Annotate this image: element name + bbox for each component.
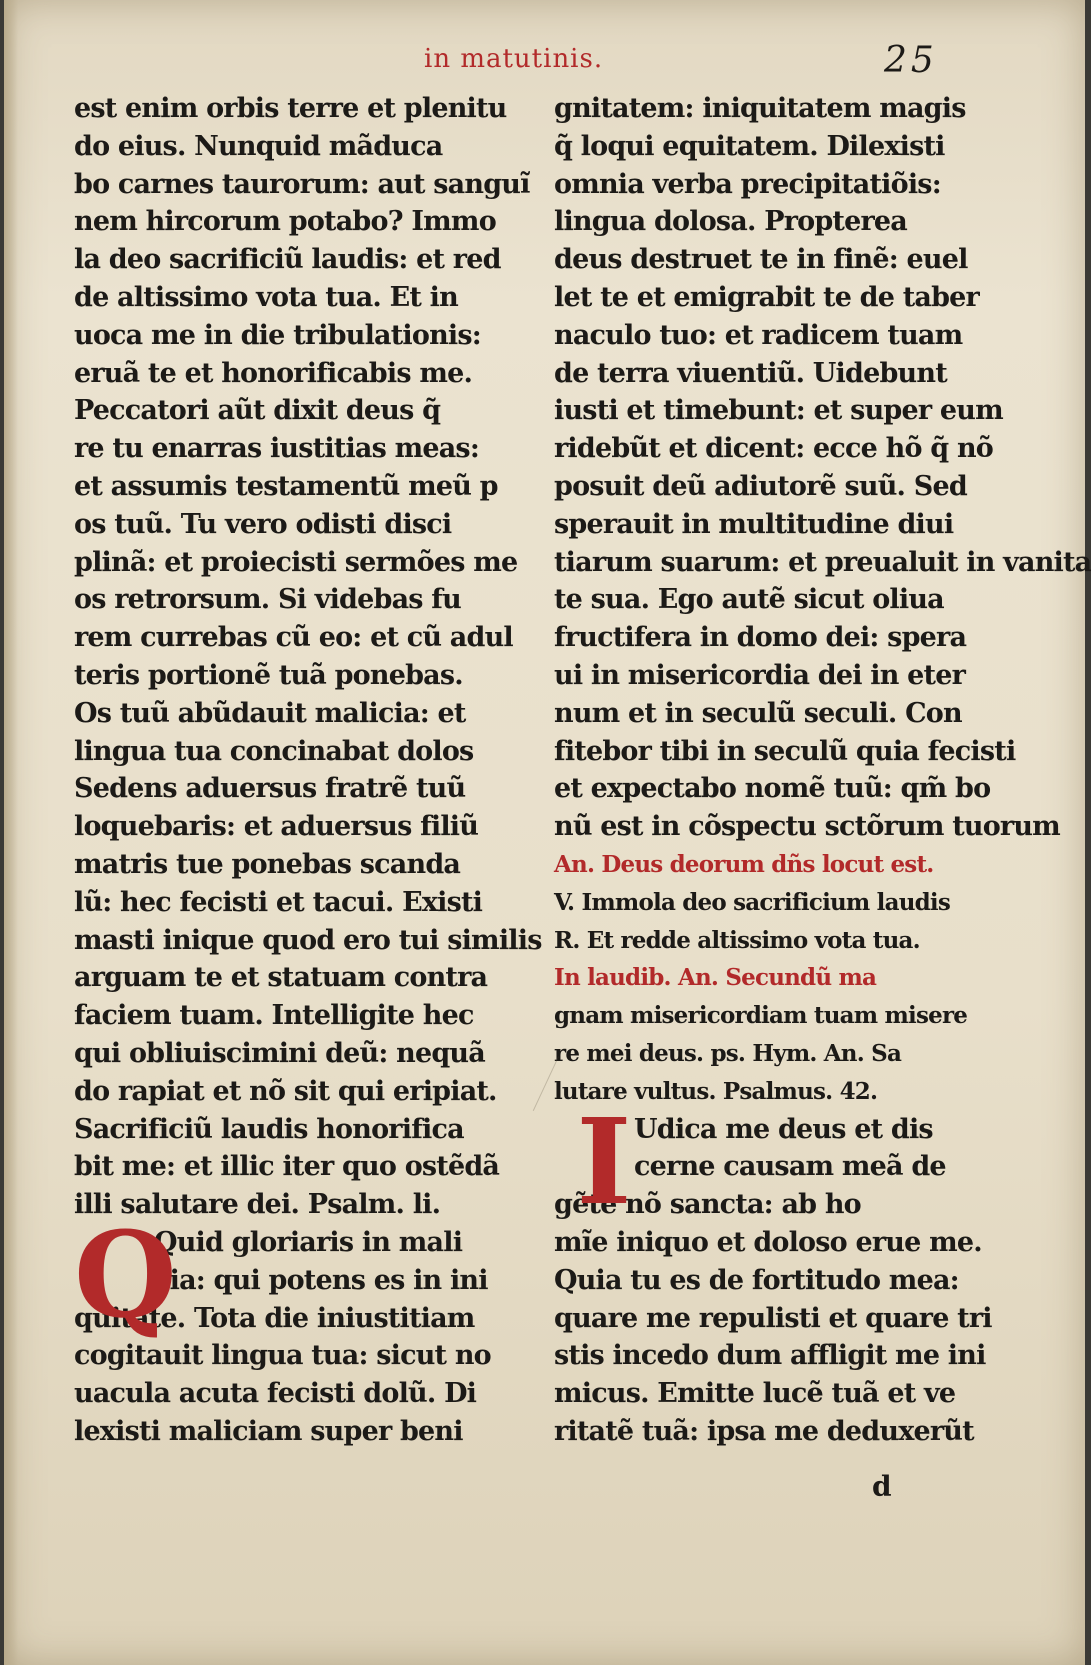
text-line: In laudib. An. Secundũ ma [554, 964, 877, 992]
text-line: lexisti maliciam super beni [74, 1415, 463, 1447]
text-line: bo carnes taurorum: aut sanguĩ [74, 168, 530, 200]
text-line: uacula acuta fecisti dolũ. Di [74, 1378, 477, 1410]
text-line: bit me: et illic iter quo ostẽdã [74, 1151, 500, 1183]
text-line: cerne causam meã de [634, 1151, 946, 1183]
text-line: micus. Emitte lucẽ tuã et ve [554, 1378, 956, 1410]
text-line: posuit deũ adiutorẽ suũ. Sed [554, 470, 967, 502]
text-line: et expectabo nomẽ tuũ: qm̃ bo [554, 773, 991, 805]
text-line: la deo sacrificiũ laudis: et red [74, 244, 501, 276]
text-line: Peccatori aũt dixit deus q̃ [74, 395, 441, 427]
text-line: quitate. Tota die iniustitiam [74, 1302, 475, 1334]
text-line: sperauit in multitudine diui [554, 508, 954, 540]
text-line: stis incedo dum affligit me ini [554, 1340, 986, 1372]
text-line: est enim orbis terre et plenitu [74, 93, 507, 124]
text-line: let te et emigrabit te de taber [554, 281, 979, 313]
running-head: in matutinis. [424, 44, 604, 74]
text-line: lingua tua concinabat dolos [74, 735, 474, 767]
signature-mark: d [872, 1470, 892, 1503]
text-line: Quia tu es de fortitudo mea: [554, 1264, 959, 1296]
folio-number: 25 [884, 40, 938, 81]
text-line: quare me repulisti et quare tri [554, 1302, 992, 1334]
decorated-initial: I [576, 1091, 632, 1231]
text-line: tiarum suarum: et preualuit in vanita [554, 546, 1091, 578]
text-line: nem hircorum potabo? Immo [74, 206, 496, 238]
text-line: plinã: et proiecisti sermões me [74, 546, 518, 578]
text-line: ritatẽ tuã: ipsa me deduxerũt [554, 1415, 974, 1447]
text-line: gnitatem: iniquitatem magis [554, 93, 966, 124]
text-line: lutare vultus. Psalmus. 42. [554, 1077, 878, 1105]
text-line: naculo tuo: et radicem tuam [554, 319, 963, 351]
text-line: uoca me in die tribulationis: [74, 319, 481, 351]
text-line: loquebaris: et aduersus filiũ [74, 811, 479, 843]
text-line: arguam te et statuam contra [74, 962, 488, 994]
text-line: q̃ loqui equitatem. Dilexisti [554, 130, 945, 162]
text-line: os tuũ. Tu vero odisti disci [74, 508, 452, 540]
text-line: eruã te et honorificabis me. [74, 357, 473, 389]
book-page [4, 0, 1091, 1665]
text-line: cia: qui potens es in ini [154, 1264, 488, 1296]
text-line: omnia verba precipitatiõis: [554, 168, 941, 200]
text-line: Os tuũ abũdauit malicia: et [74, 697, 466, 729]
text-line: ui in misericordia dei in eter [554, 659, 966, 691]
text-line: do rapiat et nõ sit qui eripiat. [74, 1075, 497, 1107]
text-line: gẽte nõ sancta: ab ho [554, 1189, 861, 1221]
left-column [74, 90, 542, 1451]
text-line: rem currebas cũ eo: et cũ adul [74, 622, 513, 654]
text-line: num et in seculũ seculi. Con [554, 697, 962, 729]
text-line: ridebũt et dicent: ecce hõ q̃ nõ [554, 433, 993, 465]
right-column [554, 90, 1091, 1451]
text-line: matris tue ponebas scanda [74, 848, 461, 880]
text-line: illi salutare dei. Psalm. li. [74, 1189, 441, 1221]
text-line: iusti et timebunt: et super eum [554, 395, 1003, 427]
text-line: de terra viuentiũ. Uidebunt [554, 357, 947, 389]
text-line: teris portionẽ tuã ponebas. [74, 659, 463, 691]
text-line: et assumis testamentũ meũ p [74, 470, 498, 502]
text-line: os retrorsum. Si videbas fu [74, 584, 461, 616]
text-line: Udica me deus et dis [634, 1113, 933, 1145]
decorated-initial: Q [74, 1205, 177, 1344]
text-line: fructifera in domo dei: spera [554, 622, 967, 654]
text-line: deus destruet te in finẽ: euel [554, 244, 968, 276]
text-line: fitebor tibi in seculũ quia fecisti [554, 735, 1016, 767]
text-line: An. Deus deorum dñs locut est. [554, 850, 934, 878]
text-line: re mei deus. ps. Hym. An. Sa [554, 1039, 902, 1067]
text-line: Quid gloriaris in mali [154, 1226, 463, 1258]
text-line: Sacrificiũ laudis honorifica [74, 1113, 464, 1145]
text-line: cogitauit lingua tua: sicut no [74, 1340, 491, 1372]
text-line: lingua dolosa. Propterea [554, 206, 907, 238]
text-line: do eius. Nunquid mãduca [74, 130, 443, 162]
text-line: nũ est in cõspectu sctõrum tuorum [554, 811, 1060, 843]
text-line: mĩe iniquo et doloso erue me. [554, 1226, 982, 1258]
text-line: de altissimo vota tua. Et in [74, 281, 458, 313]
text-line: faciem tuam. Intelligite hec [74, 1000, 474, 1032]
text-line: masti inique quod ero tui similis [74, 924, 542, 956]
text-line: Sedens aduersus fratrẽ tuũ [74, 773, 466, 805]
text-line: lũ: hec fecisti et tacui. Existi [74, 886, 483, 918]
text-line: qui obliuiscimini deũ: nequã [74, 1037, 485, 1069]
text-line: te sua. Ego autẽ sicut oliua [554, 584, 944, 616]
text-line: V. Immola deo sacrificium laudis [554, 888, 951, 916]
text-line: R. Et redde altissimo vota tua. [554, 926, 920, 954]
text-line: gnam misericordiam tuam misere [554, 1002, 968, 1030]
text-line: re tu enarras iustitias meas: [74, 433, 480, 465]
